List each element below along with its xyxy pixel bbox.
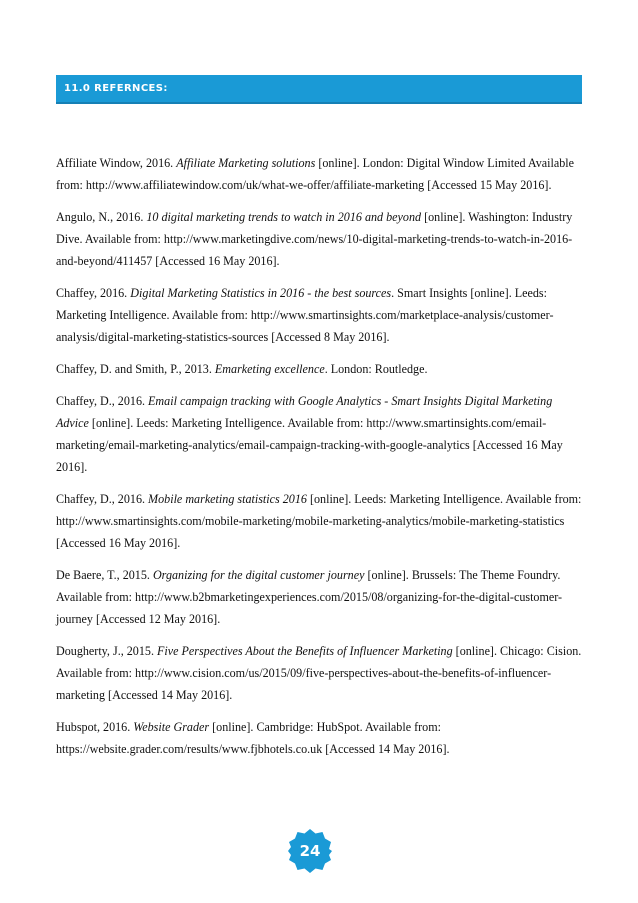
reference-item: Chaffey, D., 2016. Email campaign tracking with Google Analytics - Smart Insights Digital Marketing Advice [online]. Leeds: Marketing Intelligence. Available from: http://www.smartinsights.com/email-marketing/email-marketing-analytics/email-campaign-tracking-with-google-analytics [Accessed 16 May 2016]. xyxy=(56,394,563,474)
reference-item: Chaffey, D. and Smith, P., 2013. Emarketing excellence. London: Routledge. xyxy=(56,362,428,376)
reference-item: Affiliate Window, 2016. Affiliate Marketing solutions [online]. London: Digital Window Limited Available from: http://www.affiliatewindow.com/uk/what-we-offer/affiliate-marketing [Accessed 15 May 2016]. xyxy=(56,156,574,192)
reference-item: Hubspot, 2016. Website Grader [online]. Cambridge: HubSpot. Available from: https://website.grader.com/results/www.fjbhotels.co.uk [Accessed 14 May 2016]. xyxy=(56,720,450,756)
reference-title: Email campaign tracking with Google Analytics - Smart Insights Digital Marketing Advice xyxy=(56,394,553,430)
reference-title: Five Perspectives About the Benefits of Influencer Marketing xyxy=(157,644,453,658)
reference-title: Organizing for the digital customer journey xyxy=(152,568,365,582)
section-header-bar xyxy=(56,75,582,104)
page-number-badge xyxy=(288,829,332,873)
section-title: 11.0 REFERNCES: xyxy=(64,83,168,94)
reference-title: Digital Marketing Statistics in 2016 - the best sources xyxy=(130,286,392,300)
reference-item: Chaffey, 2016. Digital Marketing Statistics in 2016 - the best sources. Smart Insights [online]. Leeds: Marketing Intelligence. Available from: http://www.smartinsights.com/marketplace-analysis/customer-analysis/digital-marketing-statistics-sources [Accessed 8 May 2016]. xyxy=(56,286,554,344)
reference-title: Affiliate Marketing solutions xyxy=(176,156,316,170)
reference-title: 10 digital marketing trends to watch in 2016 and beyond xyxy=(146,210,422,224)
reference-item: De Baere, T., 2015. Organizing for the digital customer journey [online]. Brussels: The Theme Foundry. Available from: http://www.b2bmarketingexperiences.com/2015/08/organizing-for-the-digital-customer-journey [Accessed 12 May 2016]. xyxy=(56,568,563,626)
reference-title: Mobile marketing statistics 2016 xyxy=(148,492,307,506)
reference-title: Emarketing excellence xyxy=(214,362,325,376)
reference-item: Angulo, N., 2016. 10 digital marketing trends to watch in 2016 and beyond [online]. Washington: Industry Dive. Available from: http://www.marketingdive.com/news/10-digital-marketing-trends-to-watch-in-2016-and-beyond/411457 [Accessed 16 May 2016]. xyxy=(56,210,573,268)
reference-item: Dougherty, J., 2015. Five Perspectives About the Benefits of Influencer Marketing [online]. Chicago: Cision. Available from: http://www.cision.com/us/2015/09/five-perspectives-about-the-benefits-of-influencer-marketing [Accessed 14 May 2016]. xyxy=(56,644,582,702)
page-number: 24 xyxy=(299,842,321,860)
reference-list xyxy=(56,152,586,770)
reference-item: Chaffey, D., 2016. Mobile marketing statistics 2016 [online]. Leeds: Marketing Intelligence. Available from: http://www.smartinsights.com/mobile-marketing/mobile-marketing-analytics/mobile-marketing-statistics [Accessed 16 May 2016]. xyxy=(56,492,582,550)
reference-title: Website Grader xyxy=(133,720,210,734)
